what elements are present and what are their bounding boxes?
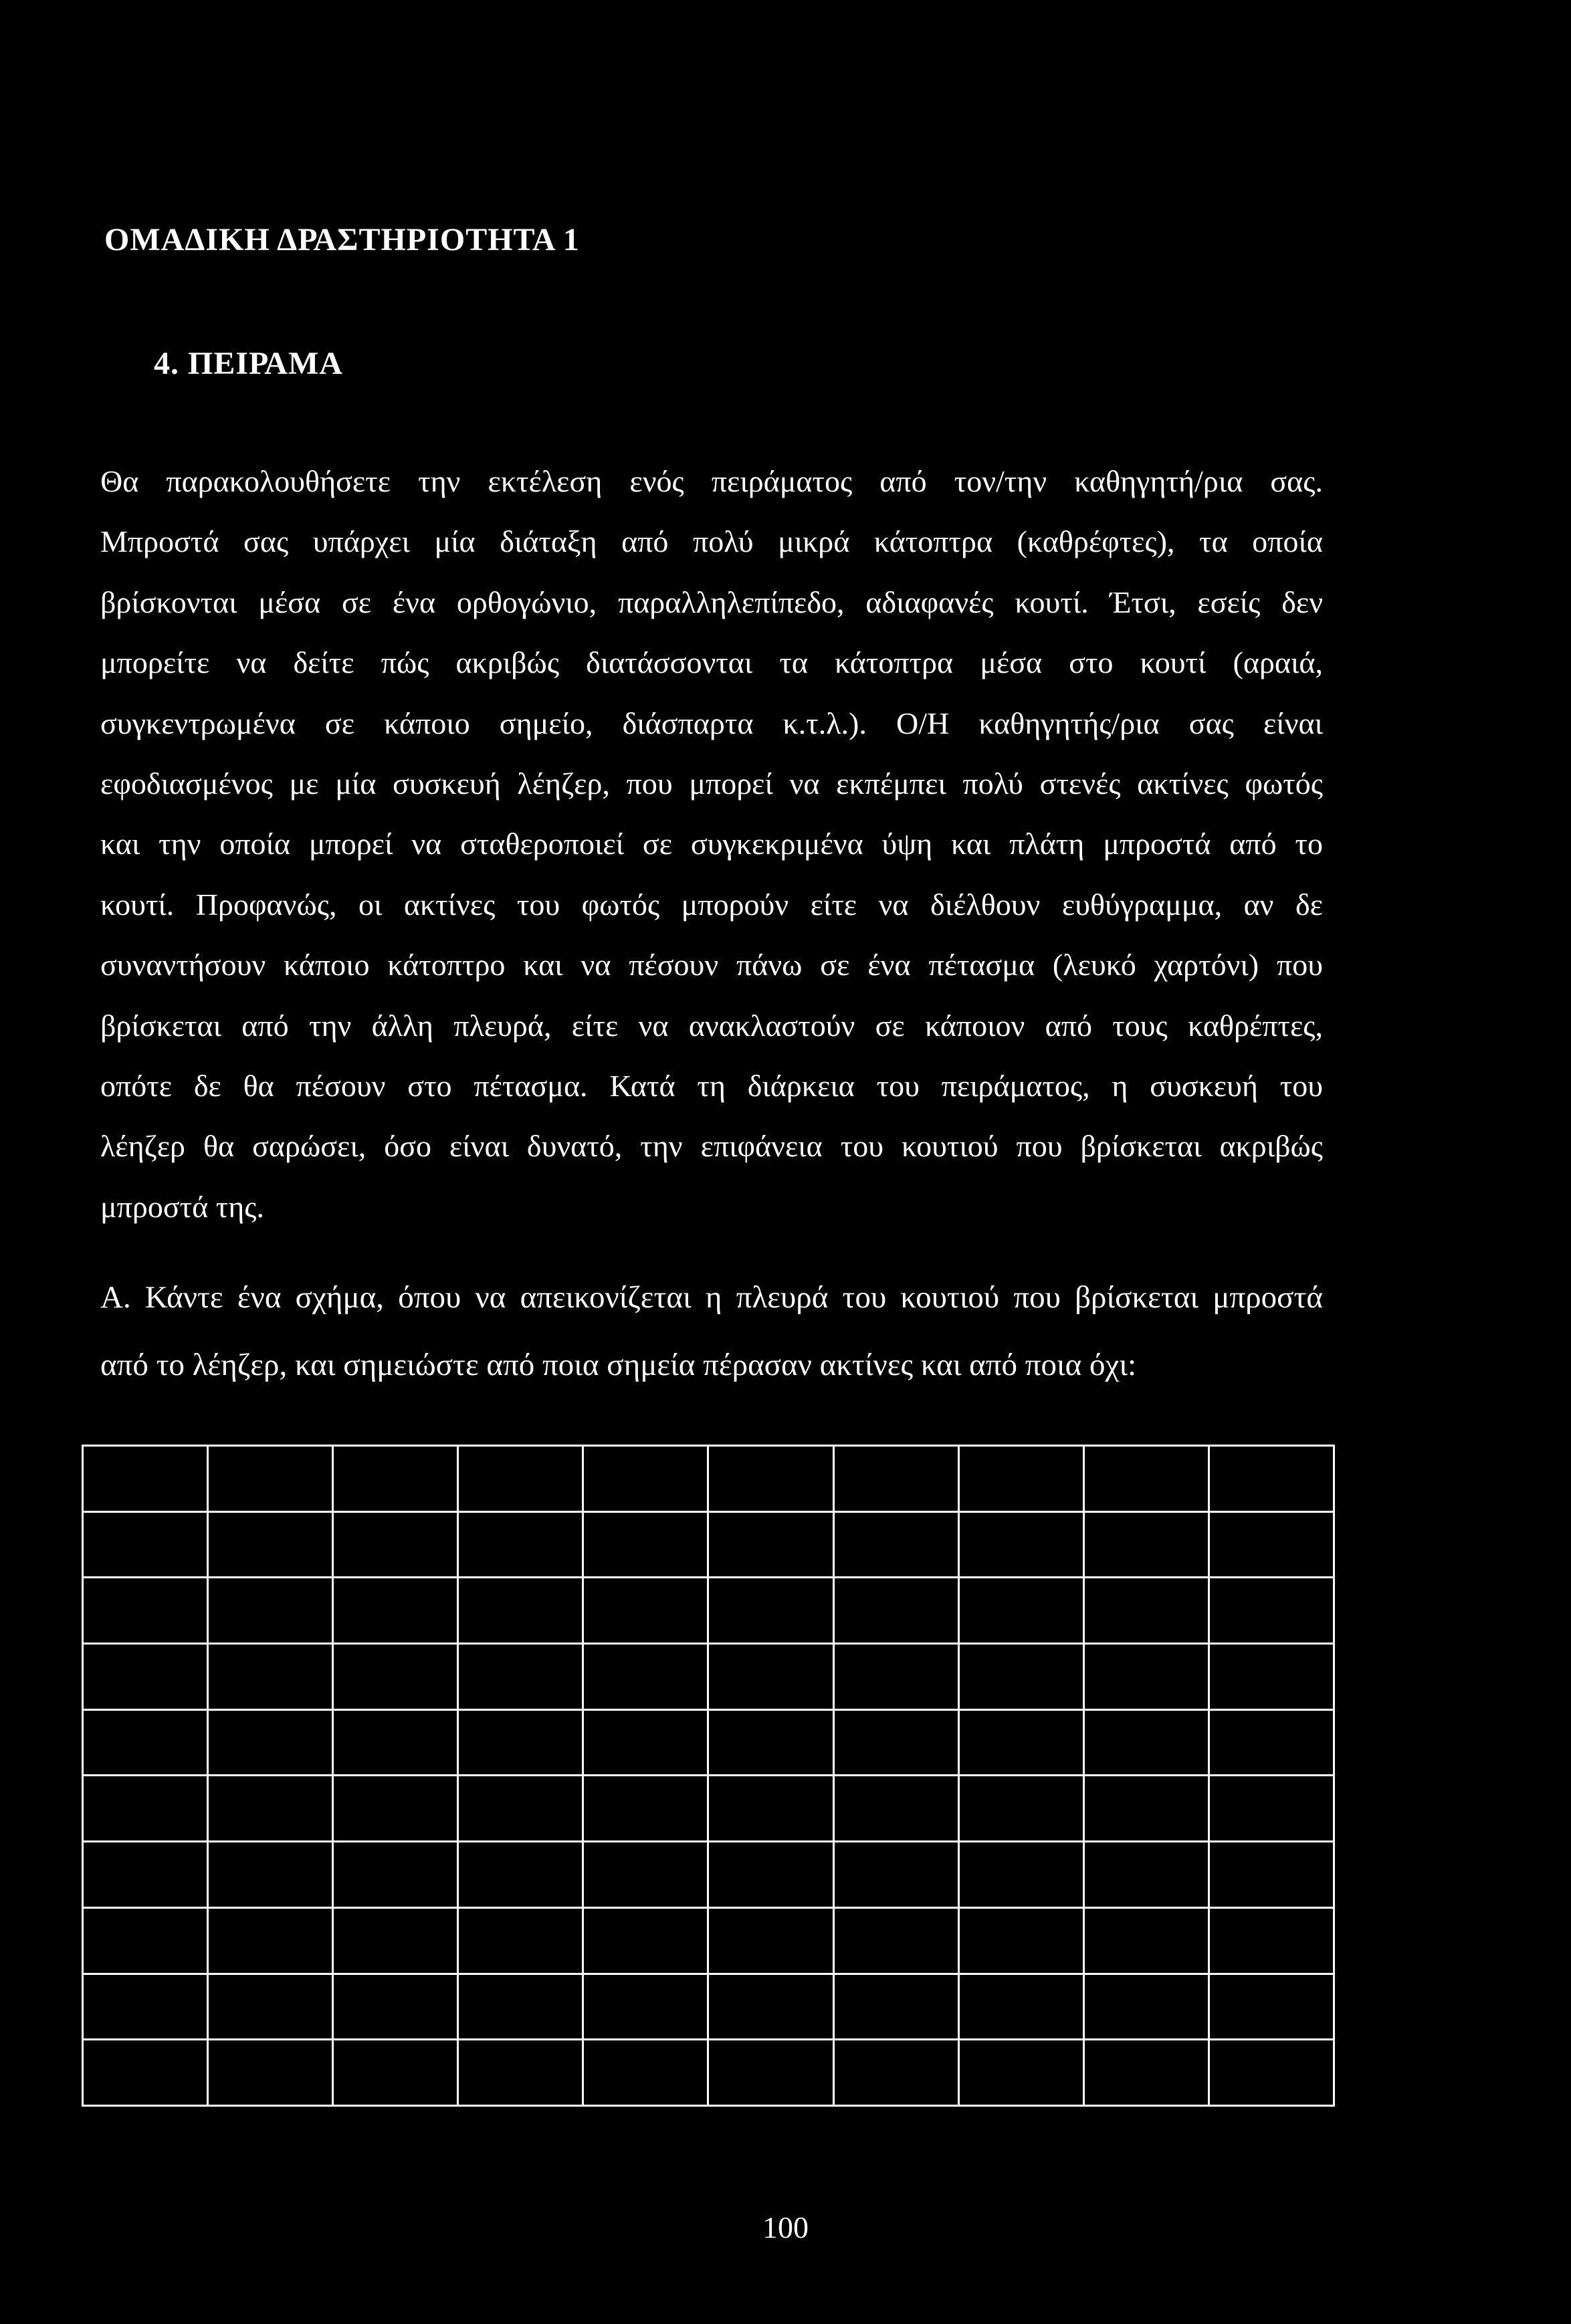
text-line: συγκεντρωμένα σε κάποιο σημείο, διάσπαρτα κ.τ.λ.). Ο/Η καθηγητής/ρια σας είναι xyxy=(100,706,1323,740)
grid-cell[interactable] xyxy=(208,1446,333,1512)
grid-cell[interactable] xyxy=(583,1974,708,2040)
grid-cell[interactable] xyxy=(83,1907,208,1974)
grid-cell[interactable] xyxy=(958,1842,1083,1908)
grid-row xyxy=(83,1446,1334,1512)
text-line: βρίσκονται μέσα σε ένα ορθογώνιο, παραλληλεπίπεδο, αδιαφανές κουτί. Έτσι, εσείς δεν xyxy=(100,585,1323,619)
grid-row xyxy=(83,1776,1334,1842)
grid-row xyxy=(83,1578,1334,1644)
grid-row xyxy=(83,2040,1334,2106)
grid-cell[interactable] xyxy=(333,1907,458,1974)
grid-cell[interactable] xyxy=(958,1446,1083,1512)
grid-cell[interactable] xyxy=(458,1974,583,2040)
grid-cell[interactable] xyxy=(958,1974,1083,2040)
grid-cell[interactable] xyxy=(583,1644,708,1710)
text-line: Μπροστά σας υπάρχει μία διάταξη από πολύ μικρά κάτοπτρα (καθρέφτες), τα οποία xyxy=(100,524,1323,559)
grid-cell[interactable] xyxy=(208,1511,333,1578)
grid-cell[interactable] xyxy=(833,1842,958,1908)
grid-cell[interactable] xyxy=(958,1511,1083,1578)
grid-cell[interactable] xyxy=(833,1907,958,1974)
grid-cell[interactable] xyxy=(1209,1709,1334,1776)
grid-cell[interactable] xyxy=(833,1776,958,1842)
grid-cell[interactable] xyxy=(1083,1776,1209,1842)
grid-cell[interactable] xyxy=(83,1446,208,1512)
grid-cell[interactable] xyxy=(83,1776,208,1842)
grid-cell[interactable] xyxy=(1083,1842,1209,1908)
grid-cell[interactable] xyxy=(208,1776,333,1842)
grid-cell[interactable] xyxy=(1209,1842,1334,1908)
grid-cell[interactable] xyxy=(333,1446,458,1512)
grid-cell[interactable] xyxy=(1083,2040,1209,2106)
grid-cell[interactable] xyxy=(583,1446,708,1512)
grid-cell[interactable] xyxy=(958,1578,1083,1644)
grid-cell[interactable] xyxy=(708,1709,833,1776)
grid-cell[interactable] xyxy=(333,1974,458,2040)
text-line: Θα παρακολουθήσετε την εκτέλεση ενός πειράματος από τον/την καθηγητή/ρια σας. xyxy=(100,464,1323,498)
text-line: από το λέηζερ, και σημειώστε από ποια σημεία πέρασαν ακτίνες και από ποια όχι: xyxy=(100,1348,1137,1382)
grid-cell[interactable] xyxy=(208,1974,333,2040)
grid-cell[interactable] xyxy=(333,1578,458,1644)
grid-cell[interactable] xyxy=(333,1709,458,1776)
grid-cell[interactable] xyxy=(1209,1974,1334,2040)
grid-cell[interactable] xyxy=(458,1644,583,1710)
grid-cell[interactable] xyxy=(958,1709,1083,1776)
grid-cell[interactable] xyxy=(1083,1974,1209,2040)
grid-cell[interactable] xyxy=(83,1709,208,1776)
grid-cell[interactable] xyxy=(1209,1446,1334,1512)
grid-cell[interactable] xyxy=(583,1578,708,1644)
grid-cell[interactable] xyxy=(833,1974,958,2040)
grid-cell[interactable] xyxy=(458,1511,583,1578)
grid-cell[interactable] xyxy=(583,1776,708,1842)
grid-cell[interactable] xyxy=(208,2040,333,2106)
grid-cell[interactable] xyxy=(208,1644,333,1710)
grid-cell[interactable] xyxy=(208,1907,333,1974)
grid-cell[interactable] xyxy=(1083,1907,1209,1974)
grid-cell[interactable] xyxy=(708,1776,833,1842)
grid-cell[interactable] xyxy=(583,2040,708,2106)
grid-cell[interactable] xyxy=(1209,1776,1334,1842)
grid-cell[interactable] xyxy=(958,1776,1083,1842)
grid-cell[interactable] xyxy=(333,1511,458,1578)
drawing-grid xyxy=(82,1445,1335,2107)
text-line: και την οποία μπορεί να σταθεροποιεί σε συγκεκριμένα ύψη και πλάτη μπροστά από το xyxy=(100,827,1323,861)
grid-cell[interactable] xyxy=(1209,1644,1334,1710)
grid-cell[interactable] xyxy=(1083,1446,1209,1512)
grid-cell[interactable] xyxy=(458,1709,583,1776)
grid-cell[interactable] xyxy=(1209,1511,1334,1578)
grid-cell[interactable] xyxy=(708,1842,833,1908)
grid-cell[interactable] xyxy=(208,1709,333,1776)
grid-cell[interactable] xyxy=(583,1842,708,1908)
grid-cell[interactable] xyxy=(458,1776,583,1842)
grid-cell[interactable] xyxy=(708,1974,833,2040)
grid-cell[interactable] xyxy=(208,1842,333,1908)
grid-cell[interactable] xyxy=(83,1578,208,1644)
grid-cell[interactable] xyxy=(833,1644,958,1710)
text-line: λέηζερ θα σαρώσει, όσο είναι δυνατό, την επιφάνεια του κουτιού που βρίσκεται ακριβώς xyxy=(100,1129,1323,1164)
grid-cell[interactable] xyxy=(333,1776,458,1842)
grid-cell[interactable] xyxy=(833,1578,958,1644)
grid-row xyxy=(83,1907,1334,1974)
grid-cell[interactable] xyxy=(958,1907,1083,1974)
grid-cell[interactable] xyxy=(1083,1578,1209,1644)
experiment-description xyxy=(100,451,1323,1237)
grid-cell[interactable] xyxy=(1083,1644,1209,1710)
grid-cell[interactable] xyxy=(708,1644,833,1710)
grid-cell[interactable] xyxy=(708,2040,833,2106)
grid-cell[interactable] xyxy=(833,1446,958,1512)
grid-row xyxy=(83,1842,1334,1908)
grid-cell[interactable] xyxy=(458,1578,583,1644)
grid-cell[interactable] xyxy=(1209,1907,1334,1974)
grid-cell[interactable] xyxy=(583,1709,708,1776)
grid-cell[interactable] xyxy=(1083,1709,1209,1776)
grid-cell[interactable] xyxy=(1209,2040,1334,2106)
text-line: συναντήσουν κάποιο κάτοπτρο και να πέσουν πάνω σε ένα πέτασμα (λευκό χαρτόνι) που xyxy=(100,948,1323,982)
grid-cell[interactable] xyxy=(708,1578,833,1644)
page-number: 100 xyxy=(762,2210,809,2244)
text-line: μπροστά της. xyxy=(100,1189,264,1224)
grid-cell[interactable] xyxy=(83,2040,208,2106)
activity-heading: ΟΜΑΔΙΚΗ ΔΡΑΣΤΗΡΙΟΤΗΤΑ 1 xyxy=(104,222,580,257)
grid-cell[interactable] xyxy=(458,1842,583,1908)
text-line: βρίσκεται από την άλλη πλευρά, είτε να ανακλαστούν σε κάποιον από τους καθρέπτες, xyxy=(100,1008,1323,1043)
grid-row xyxy=(83,1511,1334,1578)
drawing-grid-body xyxy=(83,1446,1334,2106)
grid-cell[interactable] xyxy=(83,1511,208,1578)
grid-cell[interactable] xyxy=(83,1842,208,1908)
text-line: εφοδιασμένος με μία συσκευή λέηζερ, που μπορεί να εκπέμπει πολύ στενές ακτίνες φωτός xyxy=(100,766,1323,801)
grid-cell[interactable] xyxy=(458,2040,583,2106)
grid-cell[interactable] xyxy=(708,1907,833,1974)
grid-cell[interactable] xyxy=(583,1907,708,1974)
grid-cell[interactable] xyxy=(1083,1511,1209,1578)
grid-cell[interactable] xyxy=(333,1842,458,1908)
grid-cell[interactable] xyxy=(333,1644,458,1710)
grid-row xyxy=(83,1709,1334,1776)
grid-cell[interactable] xyxy=(958,2040,1083,2106)
grid-cell[interactable] xyxy=(1209,1578,1334,1644)
grid-cell[interactable] xyxy=(833,2040,958,2106)
text-line: κουτί. Προφανώς, οι ακτίνες του φωτός μπορούν είτε να διέλθουν ευθύγραμμα, αν δε xyxy=(100,887,1323,922)
grid-cell[interactable] xyxy=(458,1446,583,1512)
section-title: 4. ΠΕΙΡΑΜΑ xyxy=(154,346,343,381)
text-line: μπορείτε να δείτε πώς ακριβώς διατάσσονται τα κάτοπτρα μέσα στο κουτί (αραιά, xyxy=(100,645,1323,680)
grid-cell[interactable] xyxy=(583,1511,708,1578)
task-instruction xyxy=(100,1264,1323,1399)
grid-cell[interactable] xyxy=(708,1446,833,1512)
text-line: οπότε δε θα πέσουν στο πέτασμα. Κατά τη διάρκεια του πειράματος, η συσκευή του xyxy=(100,1068,1323,1103)
grid-row xyxy=(83,1644,1334,1710)
grid-cell[interactable] xyxy=(333,2040,458,2106)
grid-cell[interactable] xyxy=(708,1511,833,1578)
grid-cell[interactable] xyxy=(958,1644,1083,1710)
text-line: Α. Κάντε ένα σχήμα, όπου να απεικονίζεται η πλευρά του κουτιού που βρίσκεται μπροστά xyxy=(100,1280,1323,1315)
grid-cell[interactable] xyxy=(833,1511,958,1578)
grid-cell[interactable] xyxy=(458,1907,583,1974)
grid-cell[interactable] xyxy=(83,1974,208,2040)
grid-cell[interactable] xyxy=(83,1644,208,1710)
grid-row xyxy=(83,1974,1334,2040)
grid-cell[interactable] xyxy=(208,1578,333,1644)
grid-cell[interactable] xyxy=(833,1709,958,1776)
